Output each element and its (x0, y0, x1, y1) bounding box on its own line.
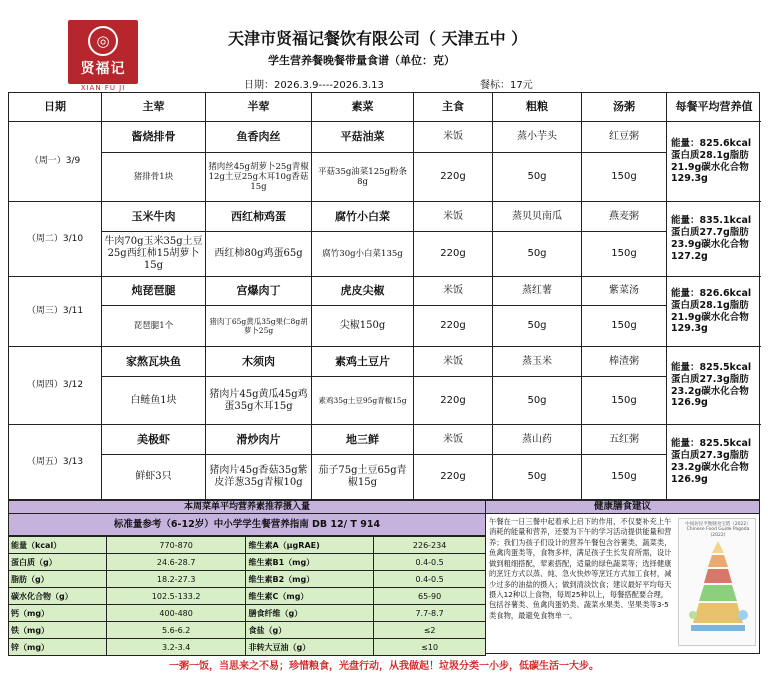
slogan: 一粥一饭，当思来之不易；珍惜粮食，光盘行动，从我做起！垃圾分类一小步，低碳生活一大步。 (169, 661, 599, 672)
grain-name: 蒸贝贝南瓜 (493, 202, 582, 232)
nutrition-value: 能量：825.5kcal 蛋白质27.3g脂肪23.2g碳水化合物126.9g (667, 347, 761, 425)
nutrient-label: 能量（kcal） (9, 537, 107, 554)
table-row (9, 554, 486, 571)
staple-amount: 220g (414, 232, 493, 277)
soup-amount: 150g (582, 377, 667, 425)
nutrient-value: 0.4-0.5 (374, 571, 486, 588)
nutrient-value: 0.4-0.5 (374, 554, 486, 571)
nutrient-value: 65-90 (374, 588, 486, 605)
nutrient-label: 脂肪（g） (9, 571, 107, 588)
veg-detail: 平菇35g油菜125g粉条8g (312, 153, 414, 202)
staple-amount: 220g (414, 455, 493, 499)
col-header-main-meat: 主荤 (102, 93, 206, 122)
col-header-staple: 主食 (414, 93, 493, 122)
grain-amount: 50g (493, 455, 582, 499)
soup-amount: 150g (582, 455, 667, 499)
half-meat-dish: 滑炒肉片 (206, 425, 312, 455)
nutrient-value: 770-870 (106, 537, 246, 554)
nutrient-value: 226-234 (374, 537, 486, 554)
day-date: （周五）3/13 (9, 425, 102, 499)
nutrient-label: 碳水化合物（g） (9, 588, 107, 605)
nutrition-value: 能量：825.5kcal 蛋白质27.3g脂肪23.2g碳水化合物126.9g (671, 438, 752, 485)
company-logo (68, 20, 138, 84)
pagoda-caption: 中国居民平衡膳食宝塔（2022） Chinese Food Guide Pagoda (2022) (685, 522, 751, 538)
veg-dish: 腐竹小白菜 (312, 202, 414, 232)
nutrient-label: 蛋白质（g） (9, 554, 107, 571)
nutrient-label: 维生素B1（mg） (246, 554, 374, 571)
col-header-soup: 汤粥 (582, 93, 667, 122)
grain-name: 蒸红薯 (493, 277, 582, 306)
soup-name: 燕麦粥 (582, 202, 667, 232)
advice-panel (486, 514, 760, 654)
col-header-nutrition: 每餐平均营养值 (667, 93, 761, 122)
nutrient-label: 钙（mg） (9, 605, 107, 622)
date-range: 日期：2026.3.9----2026.3.13 (244, 80, 384, 91)
half-meat-detail: 西红柿80g鸡蛋65g (206, 232, 312, 277)
table-row (9, 605, 486, 622)
half-meat-dish: 木须肉 (206, 347, 312, 377)
nutrient-label: 铁（mg） (9, 622, 107, 639)
half-meat-dish: 宫爆肉丁 (206, 277, 312, 306)
main-meat-dish: 玉米牛肉 (102, 202, 206, 232)
veg-dish: 虎皮尖椒 (312, 277, 414, 306)
table-row (9, 622, 486, 639)
col-header-date: 日期 (9, 93, 102, 122)
meal-standard: 餐标：17元 (480, 80, 533, 91)
nutrient-label: 锌（mg） (9, 639, 107, 656)
day-date: （周一）3/9 (9, 122, 102, 202)
nutrient-label: 膳食纤维（g） (246, 605, 374, 622)
day-date: （周四）3/12 (9, 347, 102, 425)
staple-amount: 220g (414, 377, 493, 425)
logo-text: 贤福记 (80, 61, 126, 77)
veg-dish: 地三鲜 (312, 425, 414, 455)
main-meat-detail: 猪排骨1块 (102, 153, 206, 202)
nutrient-value: 7.7-8.7 (374, 605, 486, 622)
menu-table (8, 92, 760, 500)
soup-name: 五红粥 (582, 425, 667, 455)
nutrition-value: 能量：826.6kcal 蛋白质28.1g脂肪21.9g碳水化合物129.3g (667, 277, 761, 347)
main-meat-detail: 琵琶腿1个 (102, 306, 206, 347)
staple-amount: 220g (414, 306, 493, 347)
nutrient-value: ≤2 (374, 622, 486, 639)
soup-amount: 150g (582, 306, 667, 347)
main-meat-dish: 炖琵琶腿 (102, 277, 206, 306)
main-meat-dish: 家熬瓦块鱼 (102, 347, 206, 377)
nutrient-value: 3.2-3.4 (106, 639, 246, 656)
grain-amount: 50g (493, 377, 582, 425)
staple-name: 米饭 (414, 347, 493, 377)
day-date: （周二）3/10 (9, 202, 102, 277)
nutrient-value: 18.2-27.3 (106, 571, 246, 588)
nutrient-value: 102.5-133.2 (106, 588, 246, 605)
veg-dish: 素鸡土豆片 (312, 347, 414, 377)
nutrient-label: 维生素C（mg） (246, 588, 374, 605)
page-title: 天津市贤福记餐饮有限公司（ 天津五中 ） (228, 29, 528, 48)
staple-name: 米饭 (414, 202, 493, 232)
logo-seal-icon: ◎ (88, 26, 118, 56)
grain-name: 蒸小芋头 (493, 122, 582, 153)
day-date: （周三）3/11 (9, 277, 102, 347)
main-meat-detail: 鲜虾3只 (102, 455, 206, 499)
main-meat-dish: 美极虾 (102, 425, 206, 455)
half-meat-dish: 西红柿鸡蛋 (206, 202, 312, 232)
nutrient-label: 维生素A（μgRAE) (246, 537, 374, 554)
veg-detail: 茄子75g土豆65g青椒15g (312, 455, 414, 499)
food-pagoda-image (678, 518, 756, 646)
half-meat-detail: 猪肉丁65g黄瓜35g果仁8g胡萝卜25g (206, 306, 312, 347)
grain-name: 蒸山药 (493, 425, 582, 455)
nutrient-value: 5.6-6.2 (106, 622, 246, 639)
main-meat-dish: 酱烧排骨 (102, 122, 206, 153)
staple-amount: 220g (414, 153, 493, 202)
soup-name: 棒渣粥 (582, 347, 667, 377)
table-row (9, 639, 486, 656)
table-row (9, 537, 486, 554)
intake-standard: 标准量参考（6-12岁）中小学学生餐营养指南 DB 12/ T 914 (8, 514, 486, 536)
col-header-grain: 粗粮 (493, 93, 582, 122)
staple-name: 米饭 (414, 122, 493, 153)
veg-dish: 平菇油菜 (312, 122, 414, 153)
table-row (9, 588, 486, 605)
main-meat-detail: 牛肉70g玉米35g土豆25g西红柿15胡萝卜15g (102, 232, 206, 277)
nutrient-value: 400-480 (106, 605, 246, 622)
grain-amount: 50g (493, 306, 582, 347)
soup-amount: 150g (582, 153, 667, 202)
veg-detail: 腐竹30g小白菜135g (312, 232, 414, 277)
nutrient-value: ≤10 (374, 639, 486, 656)
staple-name: 米饭 (414, 277, 493, 306)
half-meat-detail: 猪肉片45g黄瓜45g鸡蛋35g木耳15g (206, 377, 312, 425)
nutrient-label: 维生素B2（mg） (246, 571, 374, 588)
soup-name: 紫菜汤 (582, 277, 667, 306)
nutrition-value: 能量：825.6kcal 蛋白质28.1g脂肪21.9g碳水化合物129.3g (667, 122, 761, 202)
col-header-veg: 素菜 (312, 93, 414, 122)
soup-name: 红豆粥 (582, 122, 667, 153)
veg-detail: 素鸡35g土豆95g青椒15g (312, 377, 414, 425)
nutrition-value: 能量：835.1kcal 蛋白质27.7g脂肪23.9g碳水化合物127.2g (667, 202, 761, 277)
half-meat-detail: 猪肉丝45g胡萝卜25g青椒12g土豆25g木耳10g香菇15g (206, 153, 312, 202)
veg-detail: 尖椒150g (312, 306, 414, 347)
intake-table (8, 536, 486, 656)
nutrient-value: 24.6-28.7 (106, 554, 246, 571)
grain-amount: 50g (493, 232, 582, 277)
grain-name: 蒸玉米 (493, 347, 582, 377)
page-subtitle: 学生营养餐晚餐带量食谱（单位：克） (268, 54, 455, 67)
advice-text: 午餐在一日三餐中起着承上启下的作用，不仅要补充上午消耗的能量和营养，还要为下午的学习活动提供能量和营养；我们为孩子们设计的营养午餐包含谷薯类，蔬菜类，鱼禽肉蛋类等，食物多样，满足孩子生长发育所需，设计做到粗细搭配，荤素搭配，适量的绿色蔬菜等；选择健康的烹饪方式以蒸、炖、急火快炒等烹饪方式加工食材，减少过多的油盐的摄入；做到清淡饮食；建议最好平均每天摄入12种以上食物，每周25种以上，每餐搭配要合理，包括谷薯类、鱼禽肉蛋奶类、蔬菜水果类、坚果类等3-5类食物，最避免食物单一。 (489, 517, 672, 620)
grain-amount: 50g (493, 153, 582, 202)
nutrient-label: 食盐（g） (246, 622, 374, 639)
half-meat-detail: 猪肉片45g香菇35g紫皮洋葱35g青椒10g (206, 455, 312, 499)
logo-english: XIAN FU JI (80, 84, 126, 92)
advice-title: 健康膳食建议 (486, 500, 760, 514)
nutrient-label: 非转大豆油（g） (246, 639, 374, 656)
main-meat-detail: 白鲢鱼1块 (102, 377, 206, 425)
table-row (9, 571, 486, 588)
half-meat-dish: 鱼香肉丝 (206, 122, 312, 153)
pagoda-icon (679, 519, 757, 647)
staple-name: 米饭 (414, 425, 493, 455)
intake-title: 本周菜单平均营养素推荐摄入量 (8, 500, 486, 514)
col-header-half-meat: 半荤 (206, 93, 312, 122)
soup-amount: 150g (582, 232, 667, 277)
